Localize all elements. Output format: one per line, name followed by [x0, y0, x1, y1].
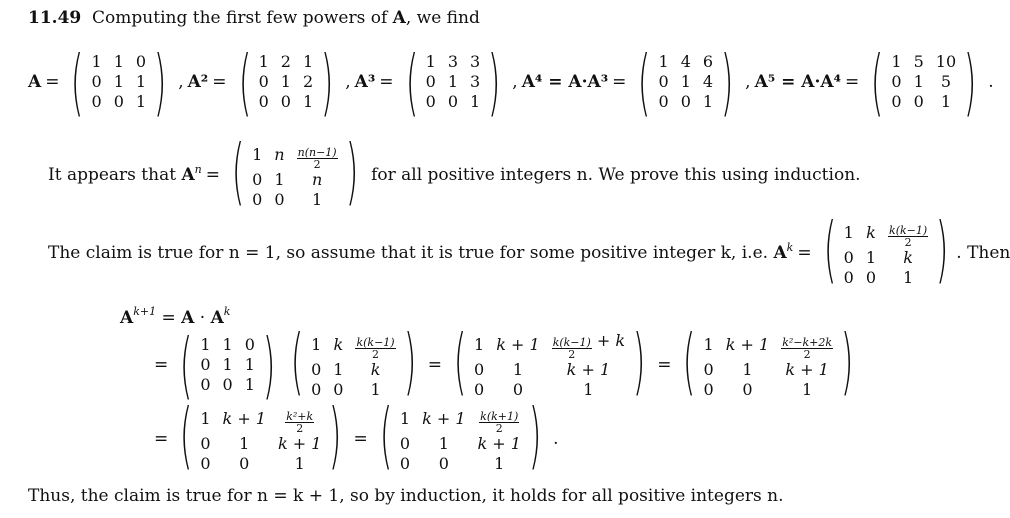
hypothesis-matrix: ( 1 k $\frac{k(k-1)}{2}$ 0 1 k 0 0 1 )	[823, 206, 949, 291]
matrix-entry: 1	[658, 51, 669, 71]
matrix-entry: 0	[913, 92, 924, 112]
base-pre: The claim is true for n = 1, so assume that it is true for some positive integer k, i.e.	[48, 243, 769, 263]
matrix-entry: 0	[658, 92, 669, 112]
matrix-entry: 1	[302, 92, 314, 112]
matrix-entry: 1	[91, 51, 102, 71]
power-label: A²	[187, 72, 209, 92]
matrix-a: ( 1 1 0 0 1 1 0 0 1 )	[71, 39, 167, 124]
matrix-entry: 1	[447, 71, 459, 91]
matrix-entry: 0	[91, 92, 102, 112]
matrix-entry: 0	[258, 92, 269, 112]
claim-pre: It appears that	[48, 165, 177, 185]
matrix-entry: 0	[680, 92, 691, 112]
problem-header: 11.49 Computing the first few powers of A, we find	[28, 8, 480, 28]
matrix-entry: 0	[447, 92, 459, 112]
matrix-entry: 5	[913, 51, 924, 71]
induction-line-3: = ( 1 k + 1 $\frac{\text{k²+k}}{2}$ 0 1 k + 1 0 0 1 ) = ( 1 k + 1 $\frac{k(k+1)}{2}$ 0 1 k + 1 0 0 1 ) .	[154, 392, 559, 477]
matrix-entry: 3	[447, 51, 459, 71]
matrix-a3: ( 1 3 3 0 1 3 0 0 1 )	[405, 39, 501, 124]
matrix-entry: 1	[470, 92, 481, 112]
power-label: A	[28, 72, 42, 92]
base-row: The claim is true for n = 1, so assume that it is true for some positive integer k, i.e. A k = ( 1 k $\frac{k(k-1)}{2}$ 0 1 k 0 0 1 ) . Then	[48, 206, 1010, 291]
power-label: A⁵ = A·A⁴	[754, 72, 842, 92]
matrix-a5: ( 1 5 10 0 1 5 0 0 1 )	[871, 39, 977, 124]
matrix-entry: 1	[680, 71, 691, 91]
matrix-entry: 0	[891, 71, 902, 91]
matrix-entry: 1	[425, 51, 436, 71]
matrix-entry: 3	[470, 71, 481, 91]
matrix-entry: 1	[913, 71, 924, 91]
conclusion: Thus, the claim is true for n = k + 1, so by induction, it holds for all positive integers n.	[28, 486, 784, 506]
matrix-entry: 2	[302, 71, 314, 91]
matrix-entry: 5	[940, 71, 952, 91]
induction-line-2: = ( 1 1 0 0 1 1 0 0 1 ) ( 1 k $\frac{k(k-1)}{2}$ 0 1 k 0 0 1 ) = ( 1 k + 1 $\frac{k(k-1)}{2}$ + k 0 1 k + 1 0 0 1 ) = ( 1 k + 1 $\frac{\text{k²−k+2k}}{2}$ 0 1 k + 1 0 0 1 )	[154, 318, 854, 407]
matrix-entry: 1	[302, 51, 314, 71]
matrix-entry: 0	[425, 92, 436, 112]
matrix-a2: ( 1 2 1 0 1 2 0 0 1 )	[238, 39, 334, 124]
matrix-entry: 3	[470, 51, 481, 71]
matrix-entry: 1	[135, 71, 147, 91]
matrix-entry: 2	[280, 51, 291, 71]
matrix-entry: 10	[935, 51, 957, 71]
matrix-entry: 0	[91, 71, 102, 91]
problem-number: 11.49	[28, 8, 82, 28]
matrix-entry: 0	[658, 71, 669, 91]
matrix-entry: 0	[113, 92, 124, 112]
matrix-entry: 1	[113, 71, 124, 91]
matrix-entry: 0	[258, 71, 269, 91]
matrix-a4: ( 1 4 6 0 1 4 0 0 1 )	[638, 39, 734, 124]
matrix-entry: 6	[702, 51, 714, 71]
matrix-entry: 0	[135, 51, 147, 71]
matrix-entry: 1	[940, 92, 952, 112]
powers-row: A = ( 1 1 0 0 1 1 0 0 1 ) , A² = ( 1 2 1 0 1 2 0 0 1 ) , A³ = ( 1 3 3 0 1 3 0 0 1 ) , A⁴ = A·A³ = ( 1 4 6 0 1 4 0 0 1 ) , A⁵ = A·A⁴ = ( 1 5 10 0 1 5 0 0 1 ) .	[28, 39, 994, 124]
matrix-entry: 1	[258, 51, 269, 71]
matrix-entry: 1	[135, 92, 147, 112]
power-label: A³	[354, 72, 376, 92]
claim-post: for all positive integers n. We prove this using induction.	[371, 165, 861, 185]
matrix-entry: 0	[280, 92, 291, 112]
base-post: . Then	[956, 243, 1010, 263]
matrix-entry: 1	[702, 92, 714, 112]
matrix-entry: 1	[891, 51, 902, 71]
matrix-entry: 4	[680, 51, 691, 71]
matrix-entry: 0	[425, 71, 436, 91]
power-label: A⁴ = A·A³	[521, 72, 609, 92]
claim-matrix: ( 1 n $\frac{n(n-1)}{2}$ 0 1 n 0 0 1 )	[231, 128, 358, 213]
matrix-entry: 1	[280, 71, 291, 91]
matrix-entry: 4	[702, 71, 714, 91]
intro-text: Computing the first few powers of	[92, 8, 388, 28]
induction-first: $A^{k+1} = A \cdot A^k$	[120, 305, 231, 328]
matrix-entry: 0	[891, 92, 902, 112]
claim-row: It appears that A n = ( 1 n $\frac{n(n-1)}{2}$ 0 1 n 0 0 1 ) for all positive integers n. We prove this using induction.	[48, 128, 861, 213]
matrix-entry: 1	[113, 51, 124, 71]
